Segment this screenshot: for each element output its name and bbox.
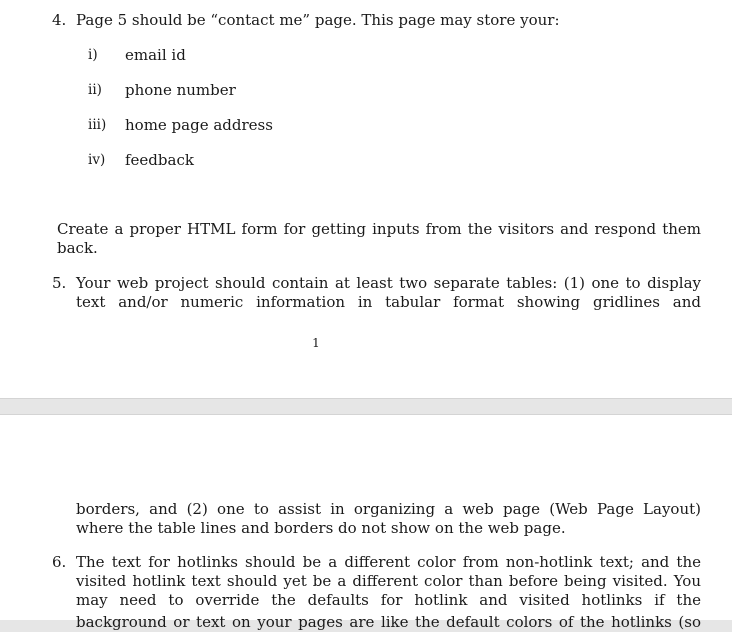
item-5-line-1: Your web project should contain at least two separate tables: (1) one to display: [76, 274, 701, 292]
sub-item-text: home page address: [125, 116, 273, 134]
sub-item-numeral: i): [88, 47, 98, 63]
item-6-line-3: may need to override the defaults for hotlink and visited hotlinks if the: [76, 591, 701, 609]
item-5-line-2: text and/or numeric information in tabular format showing gridlines and: [76, 293, 701, 311]
item-4-text: Page 5 should be “contact me” page. This page may store your:: [76, 11, 560, 29]
sub-item-text: email id: [125, 46, 186, 64]
sub-item-numeral: iv): [88, 152, 106, 168]
sub-item-text: feedback: [125, 151, 194, 169]
item-5-continued-line-2: where the table lines and borders do not show on the web page.: [76, 519, 566, 537]
sub-item-numeral: ii): [88, 82, 102, 98]
form-paragraph-line-1: Create a proper HTML form for getting inputs from the visitors and respond them: [57, 220, 701, 238]
form-paragraph-line-2: back.: [57, 239, 98, 257]
page-number: 1: [312, 336, 320, 350]
item-6-line-1: The text for hotlinks should be a different color from non-hotlink text; and the: [76, 553, 701, 571]
item-6-line-4-partial: [76, 613, 701, 631]
sub-item-numeral: iii): [88, 117, 107, 133]
item-6-line-4: background or text on your pages are like the default colors of the hotlinks (so: [76, 613, 701, 631]
item-6-number: 6.: [52, 553, 67, 571]
sub-item-text: phone number: [125, 81, 236, 99]
item-6-line-2: visited hotlink text should yet be a different color than before being visited. You: [76, 572, 701, 590]
item-5-number: 5.: [52, 274, 67, 292]
item-5-continued-line-1: borders, and (2) one to assist in organizing a web page (Web Page Layout): [76, 500, 701, 518]
document-page-2: [0, 414, 732, 620]
item-4-number: 4.: [52, 11, 67, 29]
